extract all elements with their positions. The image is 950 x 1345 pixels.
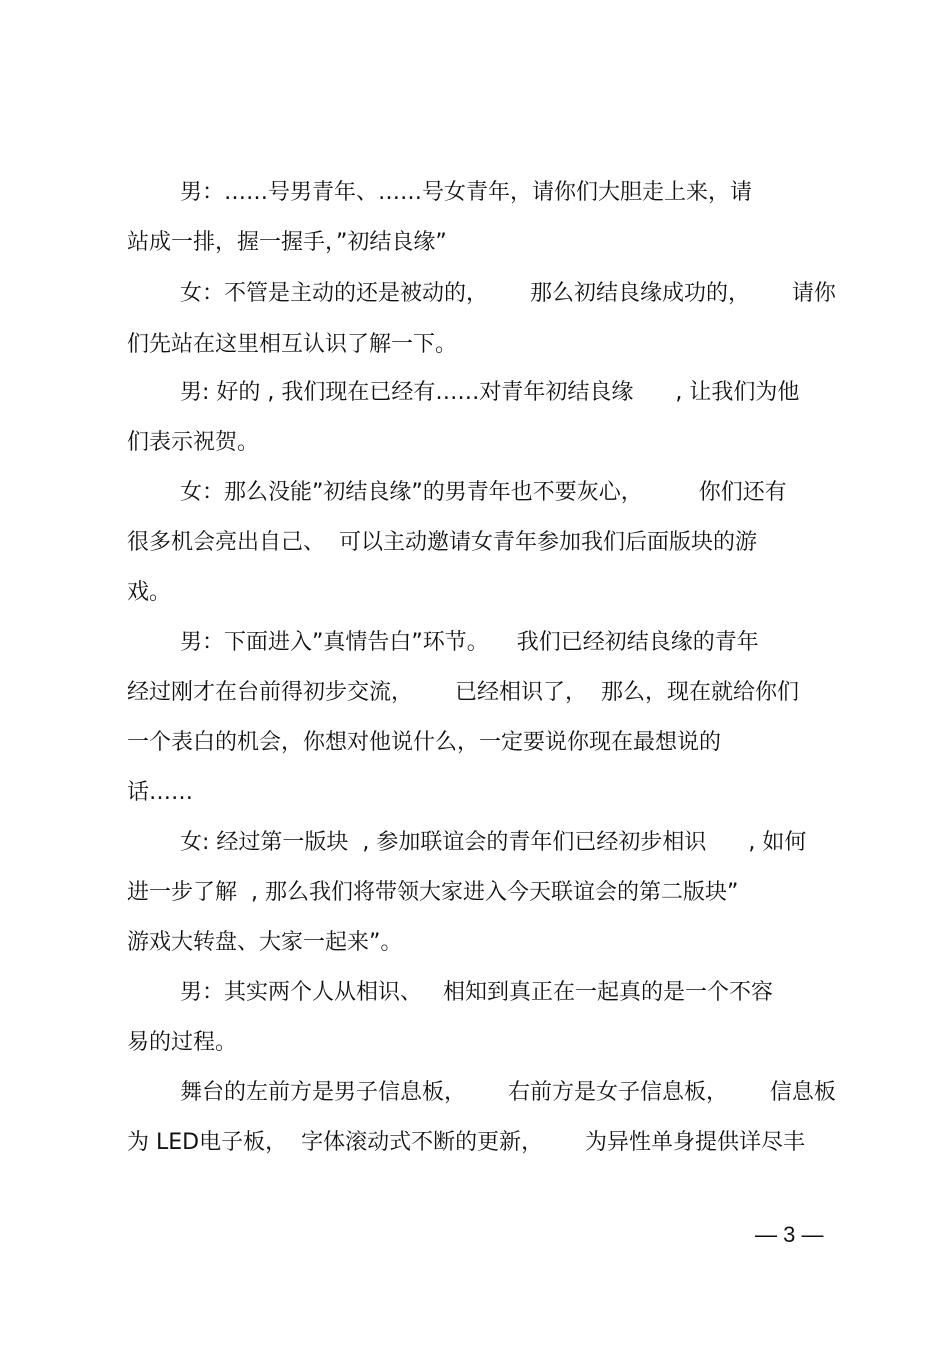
- text-line-18: 易的过程。: [127, 1030, 238, 1055]
- text-line-6: 们表示祝贺。: [127, 430, 260, 455]
- text-line-4: 们先站在这里相互认识了解一下。: [127, 332, 458, 357]
- text-line-1: 男：……号男青年、……号女青年，请你们大胆走上来，请: [180, 180, 753, 205]
- text-line-17: 男：其实两个人从相识、 相知到真正在一起真的是一个不容: [180, 980, 773, 1005]
- text-line-19: 舞台的左前方是男子信息板， 右前方是女子信息板， 信息板: [180, 1080, 836, 1105]
- text-line-12: 一个表白的机会，你想对他说什么，一定要说你现在最想说的: [127, 730, 722, 755]
- text-line-10: 男：下面进入”真情告白”环节。 我们已经初结良缘的青年: [180, 630, 759, 655]
- text-line-13: 话……: [127, 780, 194, 805]
- text-line-20: 为 LED电子板， 字体滚动式不断的更新， 为异性单身提供详尽丰: [127, 1130, 806, 1155]
- text-line-3: 女：不管是主动的还是被动的， 那么初结良缘成功的， 请你: [180, 281, 836, 306]
- text-line-16: 游戏大转盘、大家一起来”。: [127, 930, 403, 955]
- text-line-8: 很多机会亮出自己、 可以主动邀请女青年参加我们后面版块的游: [127, 530, 757, 555]
- text-line-7: 女：那么没能”初结良缘”的男青年也不要灰心， 你们还有: [180, 480, 787, 505]
- text-line-11: 经过刚才在台前得初步交流， 已经相识了， 那么，现在就给你们: [127, 680, 799, 705]
- text-line-5: 男: 好的 , 我们现在已经有……对青年初结良缘 , 让我们为他: [180, 380, 800, 405]
- text-line-14: 女: 经过第一版块 , 参加联谊会的青年们已经初步相识 , 如何: [180, 830, 807, 855]
- text-line-2: 站成一排，握一握手，”初结良缘”: [127, 230, 447, 255]
- text-line-9: 戏。: [127, 580, 172, 605]
- text-line-15: 进一步了解 , 那么我们将带领大家进入今天联谊会的第二版块”: [127, 880, 739, 905]
- page-number: — 3 —: [755, 1222, 824, 1247]
